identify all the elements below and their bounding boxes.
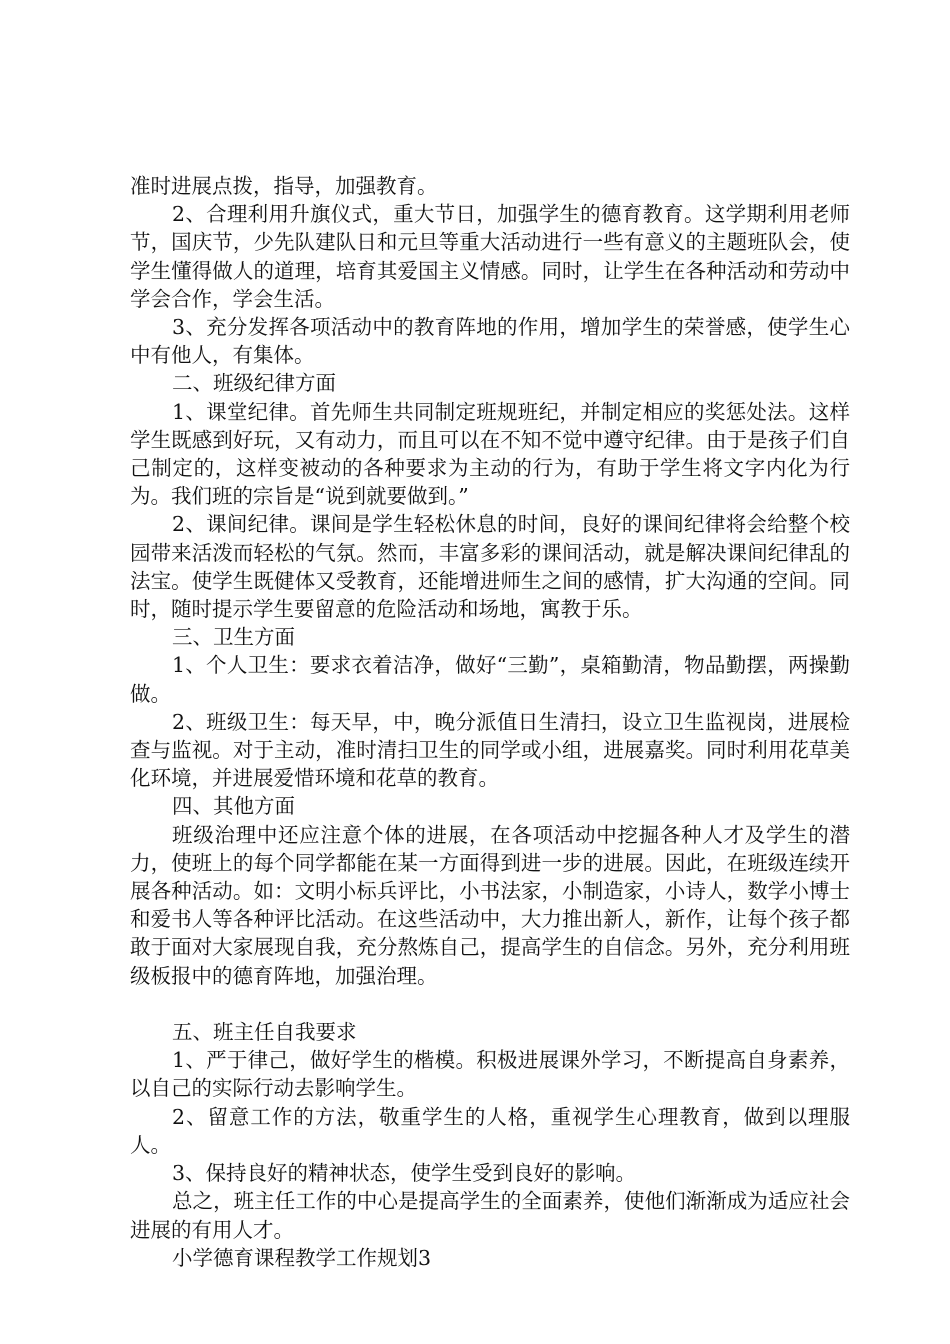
- paragraph: 总之，班主任工作的中心是提高学生的全面素养，使他们渐渐成为适应社会进展的有用人才。: [130, 1189, 850, 1242]
- paragraph: 1、个人卫生：要求衣着洁净，做好“三勤”，桌箱勤清，物品勤摆，两操勤做。: [130, 653, 850, 706]
- paragraph: 二、班级纪律方面: [172, 371, 336, 396]
- paragraph: 小学德育课程教学工作规划3: [172, 1245, 432, 1270]
- paragraph: 五、班主任自我要求: [172, 1020, 357, 1045]
- paragraph: 2、留意工作的方法，敬重学生的人格，重视学生心理教育，做到以理服人。: [130, 1104, 850, 1157]
- paragraph: 准时进展点拨，指导，加强教育。: [130, 174, 438, 198]
- paragraph: 1、严于律己，做好学生的楷模。积极进展课外学习，不断提高自身素养，以自己的实际行动去影响学生。: [130, 1048, 850, 1101]
- paragraph: 三、卫生方面: [172, 625, 295, 650]
- paragraph: 四、其他方面: [172, 794, 295, 819]
- paragraph: 2、班级卫生：每天早，中，晚分派值日生清扫，设立卫生监视岗，进展检查与监视。对于主动，准时清扫卫生的同学或小组，进展嘉奖。同时利用花草美化环境，并进展爱惜环境和花草的教育。: [130, 709, 850, 791]
- document-body: [130, 172, 850, 1272]
- paragraph: 2、合理利用升旗仪式，重大节日，加强学生的德育教育。这学期利用老师节，国庆节，少先队建队日和元旦等重大活动进行一些有意义的主题班队会，使学生懂得做人的道理，培育其爱国主义情感。同时，让学生在各种活动和劳动中学会合作，学会生活。: [130, 202, 850, 311]
- paragraph: 班级治理中还应注意个体的进展，在各项活动中挖掘各种人才及学生的潜力，使班上的每个同学都能在某一方面得到进一步的进展。因此，在班级连续开展各种活动。如：文明小标兵评比，小书法家，小制造家，小诗人，数学小博士和爱书人等各种评比活动。在这些活动中，大力推出新人，新作，让每个孩子都敢于面对大家展现自我，充分熬炼自己，提高学生的自信念。另外，充分利用班级板报中的德育阵地，加强治理。: [130, 822, 850, 988]
- blank-line: [130, 990, 850, 1018]
- paragraph: 1、课堂纪律。首先师生共同制定班规班纪，并制定相应的奖惩处法。这样学生既感到好玩，又有动力，而且可以在不知不觉中遵守纪律。由于是孩子们自己制定的，这样变被动的各种要求为主动的行为，有助于学生将文字内化为行为。我们班的宗旨是“说到就要做到。”: [130, 399, 850, 509]
- paragraph: 2、课间纪律。课间是学生轻松休息的时间，良好的课间纪律将会给整个校园带来活泼而轻松的气氛。然而，丰富多彩的课间活动，就是解决课间纪律乱的法宝。使学生既健体又受教育，还能增进师生之间的感情，扩大沟通的空间。同时，随时提示学生要留意的危险活动和场地，寓教于乐。: [130, 512, 850, 622]
- paragraph: 3、充分发挥各项活动中的教育阵地的作用，增加学生的荣誉感，使学生心中有他人，有集体。: [130, 315, 850, 368]
- paragraph: 3、保持良好的精神状态，使学生受到良好的影响。: [172, 1161, 637, 1186]
